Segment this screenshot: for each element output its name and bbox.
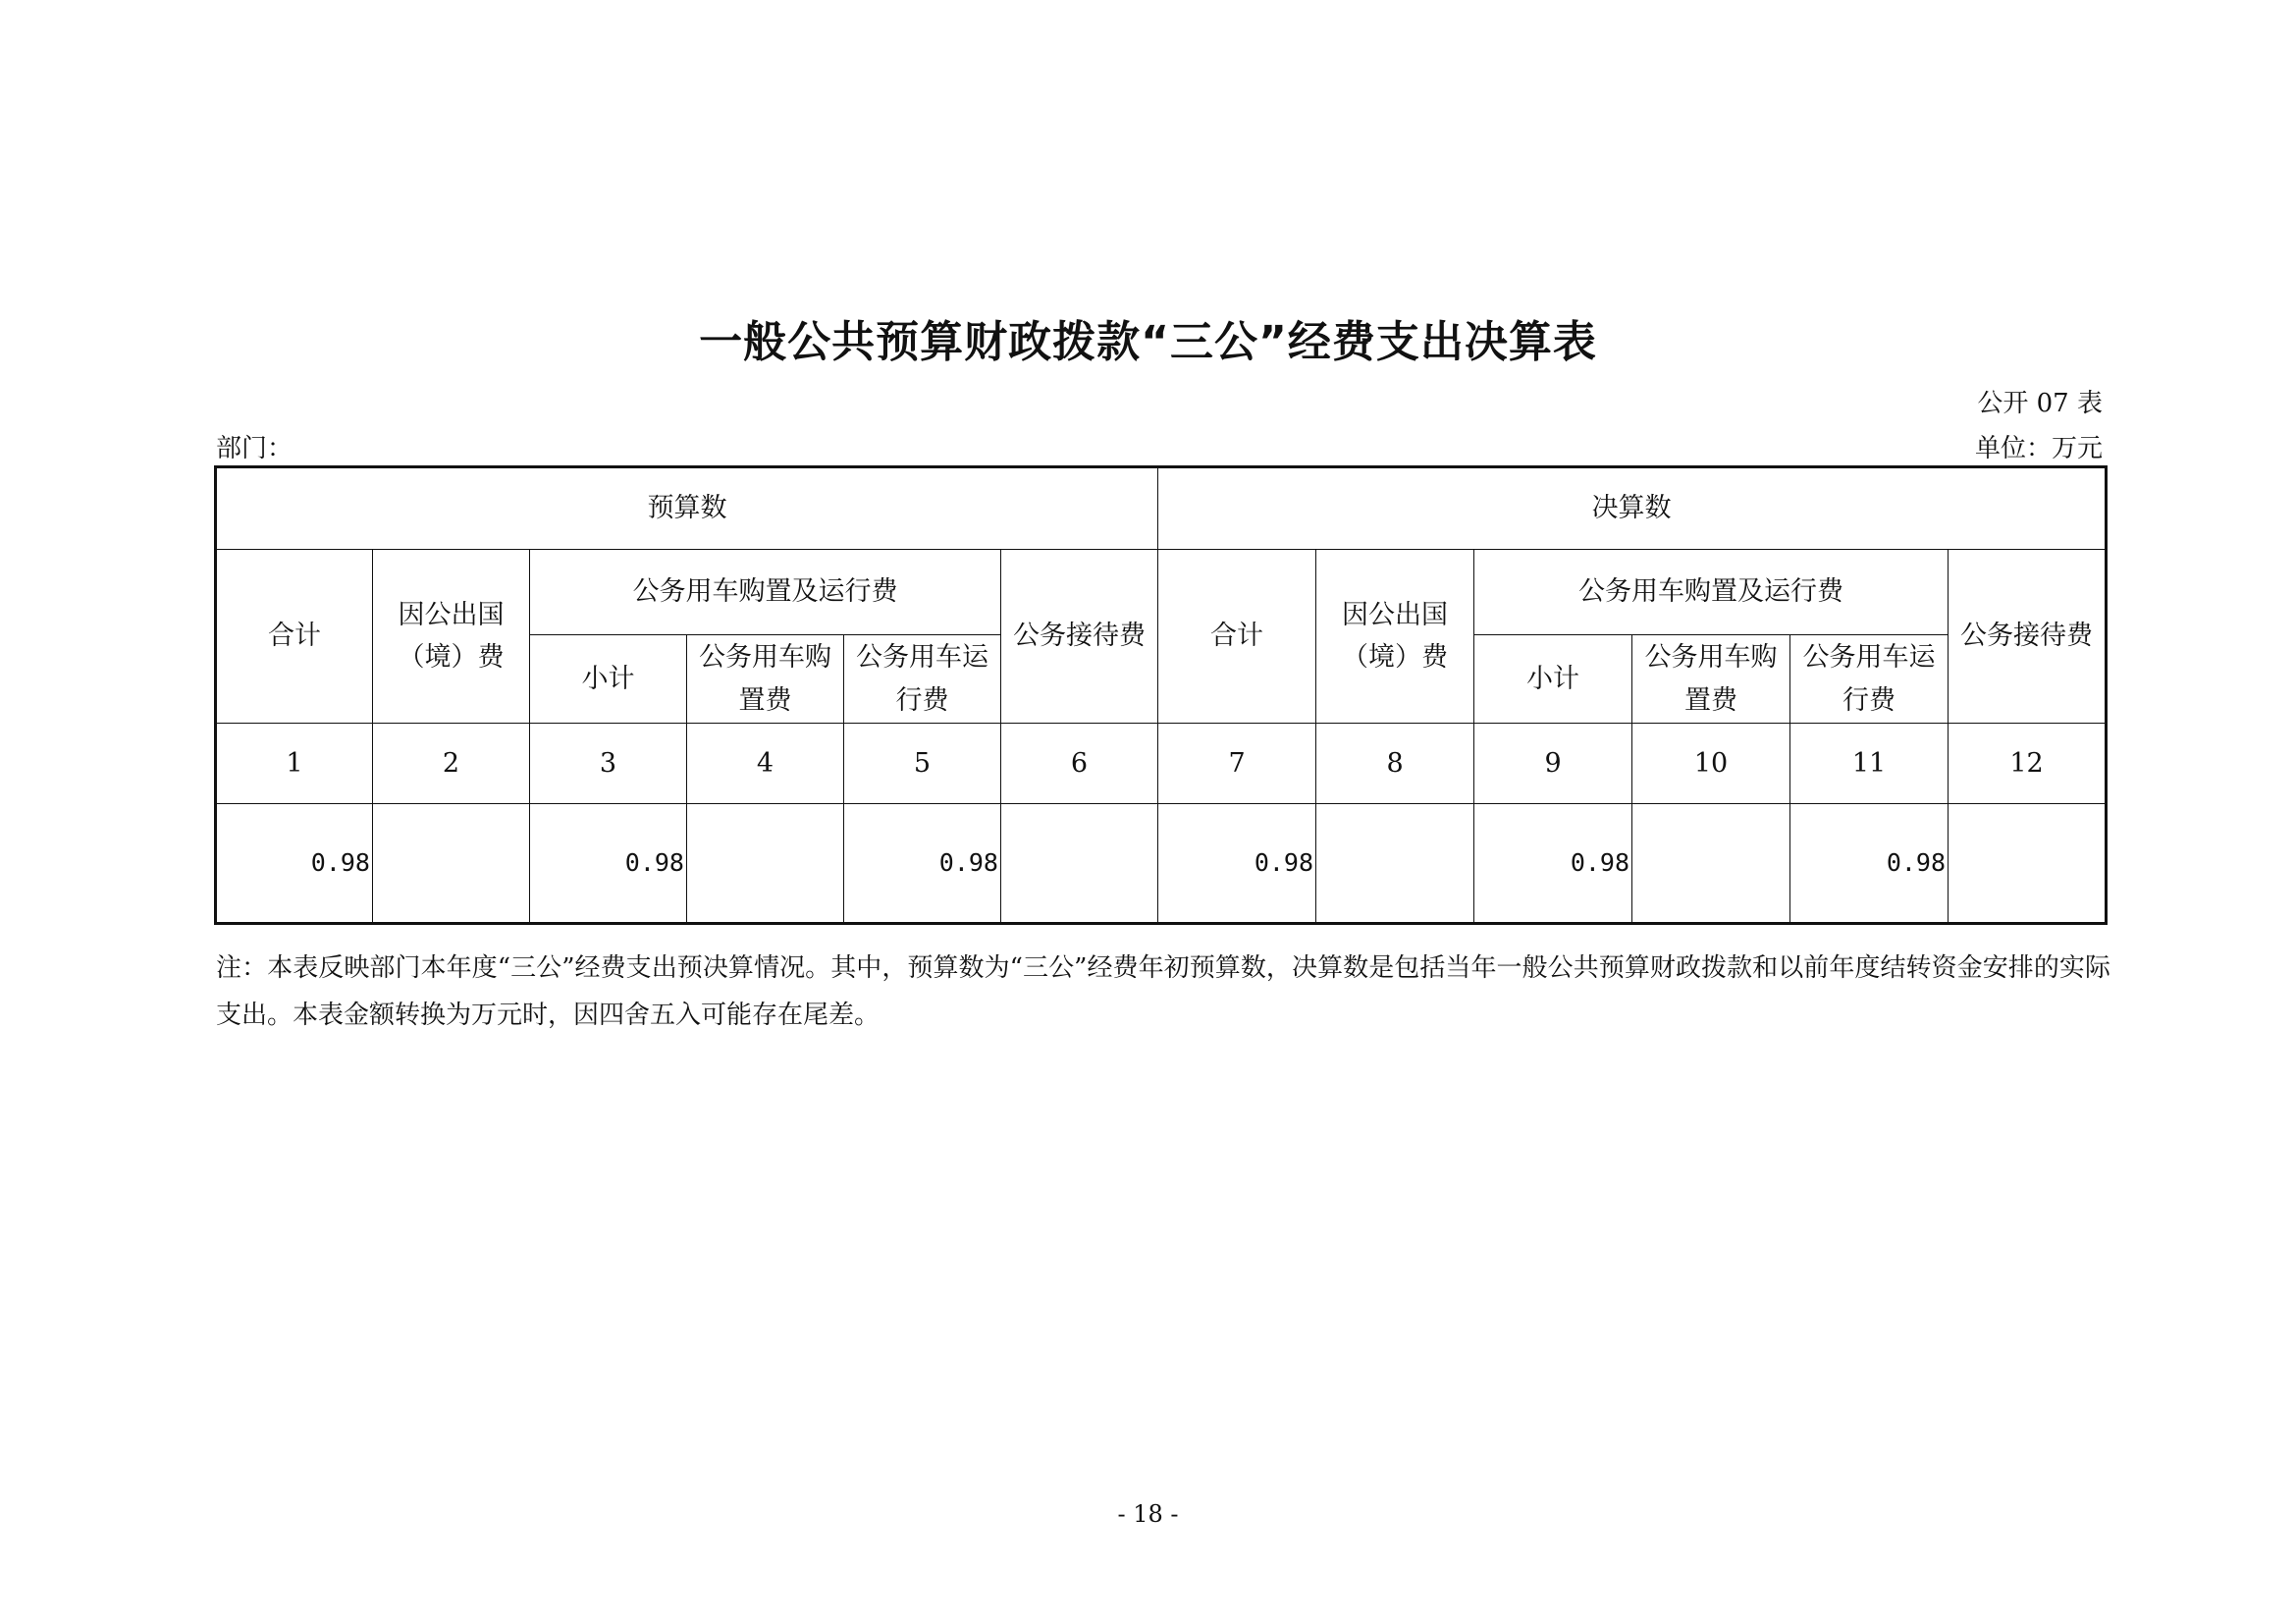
value-cell	[1632, 804, 1790, 924]
final-operation-header: 公务用车运行费	[1790, 635, 1949, 724]
col-number: 11	[1790, 724, 1949, 804]
value-cell: 0.98	[530, 804, 687, 924]
unit-label: 单位：万元	[1974, 434, 2103, 463]
value-cell: 0.98	[1790, 804, 1949, 924]
page-title: 一般公共预算财政拨款“三公”经费支出决算表	[699, 317, 1597, 367]
header-row-1	[216, 550, 2107, 635]
column-number-row	[216, 724, 2107, 804]
value-cell: 0.98	[1158, 804, 1316, 924]
header-group-row	[216, 467, 2107, 550]
col-number: 6	[1001, 724, 1158, 804]
final-total-header: 合计	[1158, 550, 1316, 724]
value-cell	[373, 804, 530, 924]
final-group-header: 决算数	[1158, 467, 2107, 550]
budget-reception-header: 公务接待费	[1001, 550, 1158, 724]
value-cell	[1316, 804, 1474, 924]
col-number: 1	[216, 724, 373, 804]
col-number: 10	[1632, 724, 1790, 804]
col-number: 12	[1949, 724, 2107, 804]
page-number: - 18 -	[1117, 1500, 1179, 1528]
final-subtotal-header: 小计	[1474, 635, 1632, 724]
col-number: 7	[1158, 724, 1316, 804]
budget-abroad-header: 因公出国（境）费	[373, 550, 530, 724]
value-cell: 0.98	[1474, 804, 1632, 924]
col-number: 9	[1474, 724, 1632, 804]
table-note: 注：本表反映部门本年度“三公”经费支出预决算情况。其中，预算数为“三公”经费年初预算数，决算数是包括当年一般公共预算财政拨款和以前年度结转资金安排的实际支出。本表金额转换为万元时，因四舍五入可能存在尾差。	[216, 953, 2110, 1030]
final-reception-header: 公务接待费	[1949, 550, 2107, 724]
budget-purchase-header: 公务用车购置费	[687, 635, 844, 724]
expenditure-table	[214, 465, 2108, 925]
department-label: 部门：	[216, 434, 294, 463]
value-cell: 0.98	[216, 804, 373, 924]
value-cell: 0.98	[844, 804, 1001, 924]
final-vehicle-header: 公务用车购置及运行费	[1474, 550, 1949, 635]
final-abroad-header: 因公出国（境）费	[1316, 550, 1474, 724]
col-number: 4	[687, 724, 844, 804]
col-number: 5	[844, 724, 1001, 804]
budget-vehicle-header: 公务用车购置及运行费	[530, 550, 1001, 635]
budget-group-header: 预算数	[216, 467, 1158, 550]
value-row	[216, 804, 2107, 924]
col-number: 2	[373, 724, 530, 804]
final-purchase-header: 公务用车购置费	[1632, 635, 1790, 724]
col-number: 8	[1316, 724, 1474, 804]
form-number: 公开 07 表	[1977, 389, 2103, 418]
value-cell	[687, 804, 844, 924]
budget-subtotal-header: 小计	[530, 635, 687, 724]
budget-operation-header: 公务用车运行费	[844, 635, 1001, 724]
col-number: 3	[530, 724, 687, 804]
value-cell	[1001, 804, 1158, 924]
budget-total-header: 合计	[216, 550, 373, 724]
value-cell	[1949, 804, 2107, 924]
